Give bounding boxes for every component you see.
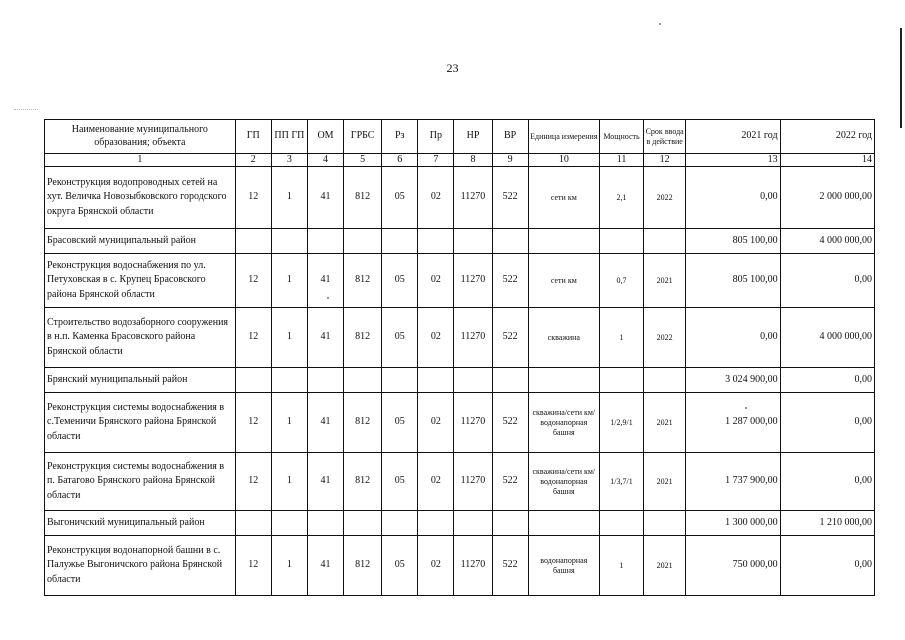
scan-speck (659, 23, 661, 25)
cell-vr (492, 229, 528, 254)
col-header-pr: Пр (418, 120, 454, 154)
cell-vr: 522 (492, 536, 528, 596)
col-number: 8 (454, 154, 492, 167)
cell-vr: 522 (492, 453, 528, 511)
cell-grbs: 812 (344, 536, 382, 596)
col-number: 5 (344, 154, 382, 167)
col-header-om: ОМ (307, 120, 343, 154)
cell-2022: 0,00 (780, 453, 874, 511)
col-number: 14 (780, 154, 874, 167)
cell-unit (528, 511, 599, 536)
col-header-name: Наименование муниципального образования; объекта (45, 120, 236, 154)
col-number: 12 (644, 154, 686, 167)
col-header-rz: Рз (382, 120, 418, 154)
cell-power (599, 511, 643, 536)
cell-unit: сети км (528, 167, 599, 229)
cell-2022: 2 000 000,00 (780, 167, 874, 229)
cell-ppgp (271, 511, 307, 536)
cell-vr (492, 511, 528, 536)
cell-ppgp: 1 (271, 167, 307, 229)
cell-vr: 522 (492, 393, 528, 453)
cell-term: 2022 (644, 167, 686, 229)
name: Брасовский муниципальный район (45, 229, 236, 254)
cell-pr: 02 (418, 393, 454, 453)
cell-ppgp: 1 (271, 536, 307, 596)
district-row (45, 511, 875, 536)
cell-pr: 02 (418, 536, 454, 596)
cell-om (307, 511, 343, 536)
object-row (45, 393, 875, 453)
cell-pr: 02 (418, 308, 454, 368)
col-number: 3 (271, 154, 307, 167)
district-row (45, 229, 875, 254)
cell-pr: 02 (418, 254, 454, 308)
cell-rz (382, 511, 418, 536)
cell-nr (454, 368, 492, 393)
cell-2021: 805 100,00 (686, 229, 780, 254)
cell-gp (235, 229, 271, 254)
cell-om: 41 (307, 536, 343, 596)
col-number: 10 (528, 154, 599, 167)
cell-om: 41 (307, 167, 343, 229)
cell-term (644, 229, 686, 254)
col-number: 11 (599, 154, 643, 167)
cell-rz: 05 (382, 167, 418, 229)
cell-gp: 12 (235, 308, 271, 368)
cell-2021: 1 287 000,00 (686, 393, 780, 453)
cell-grbs (344, 511, 382, 536)
cell-gp (235, 511, 271, 536)
district-row (45, 368, 875, 393)
cell-term: 2021 (644, 453, 686, 511)
cell-pr (418, 368, 454, 393)
cell-gp: 12 (235, 393, 271, 453)
cell-2021: 750 000,00 (686, 536, 780, 596)
cell-unit: водонапорная башня (528, 536, 599, 596)
cell-2021: 1 300 000,00 (686, 511, 780, 536)
cell-power: 1 (599, 308, 643, 368)
cell-gp: 12 (235, 453, 271, 511)
cell-vr: 522 (492, 308, 528, 368)
cell-om: 41 (307, 393, 343, 453)
object-row (45, 308, 875, 368)
col-header-gp: ГП (235, 120, 271, 154)
cell-power: 1/3,7/1 (599, 453, 643, 511)
cell-unit: скважина/сети км/водонапорная башня (528, 453, 599, 511)
cell-power (599, 229, 643, 254)
cell-nr: 11270 (454, 536, 492, 596)
cell-unit: скважина (528, 308, 599, 368)
cell-ppgp: 1 (271, 453, 307, 511)
col-number: 2 (235, 154, 271, 167)
scan-artifact (14, 109, 38, 111)
cell-pr (418, 229, 454, 254)
cell-term: 2022 (644, 308, 686, 368)
cell-ppgp: 1 (271, 308, 307, 368)
cell-ppgp: 1 (271, 393, 307, 453)
col-header-term: Срок ввода в действие (644, 120, 686, 154)
cell-gp: 12 (235, 536, 271, 596)
cell-2021: 0,00 (686, 167, 780, 229)
cell-gp (235, 368, 271, 393)
cell-unit (528, 229, 599, 254)
cell-vr: 522 (492, 167, 528, 229)
cell-ppgp (271, 368, 307, 393)
cell-2022: 4 000 000,00 (780, 229, 874, 254)
cell-rz: 05 (382, 536, 418, 596)
cell-gp: 12 (235, 167, 271, 229)
cell-rz: 05 (382, 393, 418, 453)
cell-grbs (344, 368, 382, 393)
name: Реконструкция системы водоснабжения в п. Батагово Брянского района Брянской области (45, 453, 236, 511)
cell-term (644, 368, 686, 393)
col-header-unit: Единица измерения (528, 120, 599, 154)
col-header-power: Мощность (599, 120, 643, 154)
cell-pr: 02 (418, 453, 454, 511)
cell-term: 2021 (644, 393, 686, 453)
object-row (45, 536, 875, 596)
cell-ppgp: 1 (271, 254, 307, 308)
col-header-2022: 2022 год (780, 120, 874, 154)
cell-2022: 0,00 (780, 254, 874, 308)
name: Реконструкция водоснабжения по ул. Петуховская в с. Крупец Брасовского района Брянской области (45, 254, 236, 308)
cell-2021: 1 737 900,00 (686, 453, 780, 511)
cell-term: 2021 (644, 254, 686, 308)
cell-unit: скважина/сети км/водонапорная башня (528, 393, 599, 453)
cell-power (599, 368, 643, 393)
col-header-2021: 2021 год (686, 120, 780, 154)
cell-pr (418, 511, 454, 536)
cell-nr: 11270 (454, 254, 492, 308)
object-row (45, 254, 875, 308)
cell-2022: 4 000 000,00 (780, 308, 874, 368)
cell-power: 2,1 (599, 167, 643, 229)
header-row (45, 120, 875, 154)
cell-term: 2021 (644, 536, 686, 596)
name: Строительство водозаборного сооружения в н.п. Каменка Брасовского района Брянской области (45, 308, 236, 368)
cell-grbs: 812 (344, 393, 382, 453)
name: Реконструкция водопроводных сетей на хут. Величка Новозыбковского городского округа Брянской области (45, 167, 236, 229)
cell-rz: 05 (382, 308, 418, 368)
cell-unit (528, 368, 599, 393)
col-number: 13 (686, 154, 780, 167)
investment-table (44, 119, 875, 596)
cell-2022: 1 210 000,00 (780, 511, 874, 536)
col-number: 7 (418, 154, 454, 167)
name: Брянский муниципальный район (45, 368, 236, 393)
cell-nr (454, 511, 492, 536)
cell-om: 41 (307, 308, 343, 368)
cell-rz: 05 (382, 453, 418, 511)
column-number-row (45, 154, 875, 167)
cell-2021: 805 100,00 (686, 254, 780, 308)
cell-vr (492, 368, 528, 393)
cell-2022: 0,00 (780, 536, 874, 596)
cell-power: 1 (599, 536, 643, 596)
cell-rz (382, 229, 418, 254)
col-number: 4 (307, 154, 343, 167)
cell-om: 41 (307, 254, 343, 308)
page-number: 23 (446, 61, 459, 75)
scan-edge-mark (900, 28, 902, 128)
cell-nr: 11270 (454, 308, 492, 368)
cell-gp: 12 (235, 254, 271, 308)
col-header-vr: ВР (492, 120, 528, 154)
cell-grbs: 812 (344, 254, 382, 308)
cell-rz: 05 (382, 254, 418, 308)
col-number: 9 (492, 154, 528, 167)
name: Выгоничский муниципальный район (45, 511, 236, 536)
object-row (45, 167, 875, 229)
col-number: 1 (45, 154, 236, 167)
cell-om: 41 (307, 453, 343, 511)
cell-nr: 11270 (454, 453, 492, 511)
cell-unit: сети км (528, 254, 599, 308)
cell-nr: 11270 (454, 167, 492, 229)
cell-2021: 3 024 900,00 (686, 368, 780, 393)
col-header-ppgp: ПП ГП (271, 120, 307, 154)
cell-nr (454, 229, 492, 254)
cell-power: 0,7 (599, 254, 643, 308)
col-header-grbs: ГРБС (344, 120, 382, 154)
cell-ppgp (271, 229, 307, 254)
cell-power: 1/2,9/1 (599, 393, 643, 453)
cell-pr: 02 (418, 167, 454, 229)
cell-term (644, 511, 686, 536)
cell-om (307, 368, 343, 393)
cell-grbs: 812 (344, 308, 382, 368)
cell-vr: 522 (492, 254, 528, 308)
cell-2022: 0,00 (780, 368, 874, 393)
name: Реконструкция системы водоснабжения в с.Теменичи Брянского района Брянской области (45, 393, 236, 453)
cell-grbs (344, 229, 382, 254)
cell-2022: 0,00 (780, 393, 874, 453)
cell-rz (382, 368, 418, 393)
col-header-nr: НР (454, 120, 492, 154)
cell-2021: 0,00 (686, 308, 780, 368)
cell-grbs: 812 (344, 453, 382, 511)
col-number: 6 (382, 154, 418, 167)
cell-grbs: 812 (344, 167, 382, 229)
object-row (45, 453, 875, 511)
name: Реконструкция водонапорной башни в с. Палужье Выгоничского района Брянской области (45, 536, 236, 596)
cell-nr: 11270 (454, 393, 492, 453)
cell-om (307, 229, 343, 254)
